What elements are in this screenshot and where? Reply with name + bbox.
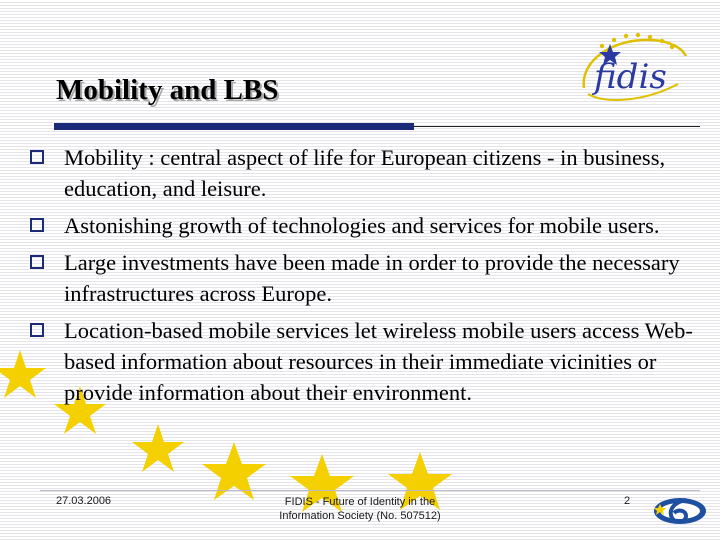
bullet-item <box>28 315 698 408</box>
page-number: 2 <box>624 495 631 507</box>
bullet-list <box>28 142 698 414</box>
fidis-logo-text: fidis <box>594 57 667 97</box>
eu-star-icon <box>202 442 266 500</box>
footer-date: 27.03.2006 <box>56 495 112 507</box>
bullet-text: Astonishing growth of technologies and services for mobile users. <box>64 213 660 238</box>
bullet-text: Large investments have been made in order to provide the necessary infrastructures across Europe. <box>64 250 680 306</box>
six-logo-icon <box>652 494 708 528</box>
checkbox-bullet-icon <box>30 218 44 232</box>
slide-title: Mobility and LBS <box>56 74 279 106</box>
footer-rule <box>40 490 700 491</box>
footer-center-line2: Information Society (No. 507512) <box>279 510 441 522</box>
bullet-item <box>28 247 698 309</box>
bullet-text: Mobility : central aspect of life for European citizens - in business, education, and leisure. <box>64 145 666 201</box>
eu-star-icon <box>132 424 184 472</box>
footer-center <box>250 495 470 523</box>
fidis-logo <box>574 30 694 106</box>
bullet-item <box>28 142 698 204</box>
bullet-item <box>28 210 698 241</box>
checkbox-bullet-icon <box>30 323 44 337</box>
footer-center-line1: FIDIS - Future of Identity in the <box>284 496 436 508</box>
checkbox-bullet-icon <box>30 255 44 269</box>
title-underline-thick <box>54 123 414 130</box>
checkbox-bullet-icon <box>30 150 44 164</box>
bullet-text: Location-based mobile services let wireless mobile users access Web-based information about resources in their immediate vicinities or provide information about their environment. <box>64 318 693 405</box>
